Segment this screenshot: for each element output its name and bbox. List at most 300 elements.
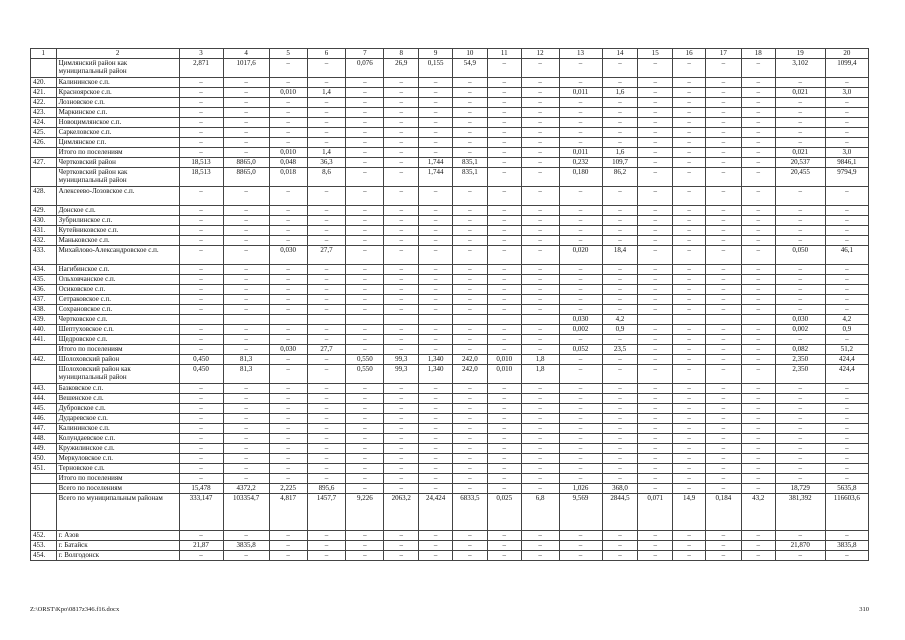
value-cell: – — [741, 148, 775, 158]
value-cell: – — [223, 384, 269, 394]
value-cell: 0,052 — [559, 345, 602, 355]
row-name-cell: Саркеловское с.п. — [56, 128, 179, 138]
value-cell: – — [223, 464, 269, 474]
value-cell: – — [419, 246, 453, 265]
value-cell: – — [521, 168, 559, 187]
row-name-cell: Сетраковское с.п. — [56, 295, 179, 305]
value-cell: – — [559, 295, 602, 305]
value-cell: 2,871 — [179, 59, 223, 78]
value-cell: – — [673, 335, 706, 345]
header-cell: 10 — [453, 49, 488, 59]
value-cell: 424,4 — [825, 365, 868, 384]
value-cell — [307, 315, 346, 325]
value-cell: – — [638, 246, 673, 265]
value-cell: 381,392 — [775, 494, 825, 531]
row-name-cell: Чертковское с.п. — [56, 315, 179, 325]
row-number-cell: 437. — [31, 295, 57, 305]
value-cell: – — [307, 531, 346, 541]
row-number-cell: 446. — [31, 414, 57, 424]
value-cell: – — [705, 187, 741, 206]
value-cell: – — [223, 295, 269, 305]
value-cell: – — [521, 464, 559, 474]
value-cell: – — [419, 226, 453, 236]
value-cell: – — [223, 138, 269, 148]
table-row — [31, 484, 869, 494]
value-cell: – — [419, 187, 453, 206]
value-cell: – — [453, 226, 488, 236]
value-cell: – — [453, 305, 488, 315]
value-cell: – — [453, 335, 488, 345]
value-cell: – — [487, 148, 521, 158]
value-cell: – — [673, 355, 706, 365]
value-cell: – — [269, 285, 307, 295]
value-cell: – — [825, 108, 868, 118]
value-cell: – — [419, 138, 453, 148]
value-cell: – — [602, 551, 638, 561]
value-cell: – — [825, 138, 868, 148]
value-cell: – — [346, 285, 384, 295]
value-cell: 0,184 — [705, 494, 741, 531]
value-cell: – — [419, 384, 453, 394]
value-cell: – — [269, 531, 307, 541]
value-cell: – — [419, 414, 453, 424]
value-cell: – — [673, 345, 706, 355]
table-row — [31, 168, 869, 187]
value-cell: 4,817 — [269, 494, 307, 531]
value-cell: – — [638, 148, 673, 158]
table-row — [31, 365, 869, 384]
value-cell: – — [346, 384, 384, 394]
value-cell: – — [346, 444, 384, 454]
value-cell: – — [419, 128, 453, 138]
value-cell: – — [559, 444, 602, 454]
value-cell: – — [179, 285, 223, 295]
value-cell: 23,5 — [602, 345, 638, 355]
value-cell: – — [269, 128, 307, 138]
value-cell: – — [602, 295, 638, 305]
value-cell: – — [705, 246, 741, 265]
value-cell: – — [705, 158, 741, 168]
row-name-cell: Шолоховский район — [56, 355, 179, 365]
value-cell: – — [419, 108, 453, 118]
row-number-cell: 430. — [31, 216, 57, 226]
value-cell: – — [705, 295, 741, 305]
row-name-cell: Всего по муниципальным районам — [56, 494, 179, 531]
value-cell: 0,082 — [775, 345, 825, 355]
value-cell: 1,4 — [307, 88, 346, 98]
value-cell: – — [223, 454, 269, 464]
value-cell: – — [487, 295, 521, 305]
value-cell: – — [705, 335, 741, 345]
table-row — [31, 148, 869, 158]
header-cell: 11 — [487, 49, 521, 59]
row-name-cell: Чертковский район — [56, 158, 179, 168]
value-cell: – — [179, 216, 223, 226]
value-cell: 9794,9 — [825, 168, 868, 187]
value-cell: 18,513 — [179, 158, 223, 168]
value-cell: 9,569 — [559, 494, 602, 531]
value-cell: 3835,8 — [223, 541, 269, 551]
value-cell: 1,026 — [559, 484, 602, 494]
value-cell: – — [179, 98, 223, 108]
value-cell: – — [223, 531, 269, 541]
value-cell: – — [384, 138, 419, 148]
value-cell: – — [705, 444, 741, 454]
table-row — [31, 404, 869, 414]
value-cell: – — [521, 434, 559, 444]
value-cell: 0,018 — [269, 168, 307, 187]
value-cell: – — [384, 148, 419, 158]
value-cell: – — [487, 335, 521, 345]
value-cell — [223, 315, 269, 325]
value-cell: – — [559, 531, 602, 541]
value-cell: – — [521, 98, 559, 108]
value-cell: – — [384, 265, 419, 275]
value-cell: – — [346, 484, 384, 494]
value-cell: – — [825, 434, 868, 444]
value-cell: – — [638, 424, 673, 434]
value-cell: – — [487, 474, 521, 484]
value-cell: 2063,2 — [384, 494, 419, 531]
value-cell: – — [705, 541, 741, 551]
header-cell: 20 — [825, 49, 868, 59]
table-row — [31, 206, 869, 216]
row-number-cell — [31, 365, 57, 384]
value-cell: – — [825, 424, 868, 434]
value-cell: – — [775, 404, 825, 414]
table-row — [31, 305, 869, 315]
value-cell: – — [638, 335, 673, 345]
value-cell: – — [179, 187, 223, 206]
value-cell: – — [346, 454, 384, 464]
value-cell: – — [269, 305, 307, 315]
value-cell: – — [673, 295, 706, 305]
value-cell: – — [269, 59, 307, 78]
value-cell: – — [419, 335, 453, 345]
value-cell: – — [487, 118, 521, 128]
value-cell: – — [179, 444, 223, 454]
value-cell: – — [602, 335, 638, 345]
value-cell: – — [638, 394, 673, 404]
value-cell: – — [453, 88, 488, 98]
value-cell: – — [521, 138, 559, 148]
value-cell: – — [346, 206, 384, 216]
value-cell: – — [453, 384, 488, 394]
value-cell: – — [673, 118, 706, 128]
value-cell: – — [638, 365, 673, 384]
value-cell: – — [521, 88, 559, 98]
value-cell: 3835,8 — [825, 541, 868, 551]
value-cell: – — [223, 226, 269, 236]
value-cell: – — [384, 541, 419, 551]
value-cell: – — [346, 541, 384, 551]
row-name-cell: Вешенское с.п. — [56, 394, 179, 404]
table-row — [31, 275, 869, 285]
row-name-cell: Дударевское с.п. — [56, 414, 179, 424]
value-cell: – — [487, 531, 521, 541]
value-cell: – — [419, 394, 453, 404]
value-cell: – — [673, 414, 706, 424]
value-cell: – — [419, 434, 453, 444]
value-cell: – — [602, 474, 638, 484]
value-cell: – — [521, 384, 559, 394]
value-cell: 8865,0 — [223, 168, 269, 187]
value-cell: – — [741, 541, 775, 551]
value-cell: – — [638, 355, 673, 365]
value-cell: – — [384, 236, 419, 246]
value-cell: – — [179, 335, 223, 345]
value-cell: – — [269, 78, 307, 88]
value-cell: – — [307, 236, 346, 246]
table-row — [31, 98, 869, 108]
value-cell: – — [453, 128, 488, 138]
value-cell: – — [638, 325, 673, 335]
value-cell: – — [384, 168, 419, 187]
value-cell: – — [705, 384, 741, 394]
value-cell: 14,9 — [673, 494, 706, 531]
value-cell: – — [673, 168, 706, 187]
value-cell: – — [741, 206, 775, 216]
value-cell: 1,340 — [419, 365, 453, 384]
value-cell: – — [307, 454, 346, 464]
value-cell: – — [179, 148, 223, 158]
value-cell: – — [307, 551, 346, 561]
value-cell: – — [269, 108, 307, 118]
value-cell: – — [705, 484, 741, 494]
value-cell: – — [602, 98, 638, 108]
value-cell: – — [453, 138, 488, 148]
value-cell: – — [673, 541, 706, 551]
value-cell: – — [269, 551, 307, 561]
table-row — [31, 394, 869, 404]
value-cell: – — [775, 444, 825, 454]
value-cell: – — [223, 88, 269, 98]
value-cell: – — [602, 285, 638, 295]
value-cell: 0,010 — [269, 148, 307, 158]
value-cell: 99,3 — [384, 355, 419, 365]
value-cell: 0,010 — [487, 355, 521, 365]
value-cell: – — [419, 464, 453, 474]
value-cell: – — [521, 128, 559, 138]
value-cell: – — [307, 434, 346, 444]
value-cell: 0,030 — [775, 315, 825, 325]
value-cell: 3,0 — [825, 148, 868, 158]
value-cell: – — [521, 59, 559, 78]
row-number-cell — [31, 474, 57, 484]
value-cell: 0,9 — [825, 325, 868, 335]
value-cell: 0,025 — [487, 494, 521, 531]
value-cell: – — [346, 474, 384, 484]
value-cell: – — [346, 305, 384, 315]
value-cell: – — [741, 444, 775, 454]
value-cell: – — [223, 216, 269, 226]
value-cell: – — [179, 384, 223, 394]
value-cell: – — [673, 59, 706, 78]
value-cell: 3,0 — [825, 88, 868, 98]
row-name-cell: Итого по поселениям — [56, 474, 179, 484]
value-cell: – — [487, 128, 521, 138]
value-cell: – — [453, 454, 488, 464]
value-cell: – — [521, 285, 559, 295]
value-cell: – — [346, 236, 384, 246]
value-cell: – — [487, 78, 521, 88]
value-cell: – — [602, 78, 638, 88]
value-cell: – — [741, 474, 775, 484]
value-cell: – — [775, 285, 825, 295]
value-cell: – — [775, 216, 825, 226]
table-row — [31, 315, 869, 325]
row-name-cell: Кружилинское с.п. — [56, 444, 179, 454]
value-cell: – — [487, 158, 521, 168]
value-cell: – — [602, 424, 638, 434]
row-name-cell: Алексеево-Лозовское с.п. — [56, 187, 179, 206]
value-cell: – — [453, 265, 488, 275]
row-number-cell: 441. — [31, 335, 57, 345]
value-cell: – — [559, 394, 602, 404]
value-cell: – — [638, 236, 673, 246]
value-cell: – — [741, 118, 775, 128]
value-cell: – — [487, 305, 521, 315]
value-cell: – — [223, 128, 269, 138]
table-body — [31, 59, 869, 561]
row-name-cell: Зубрилинское с.п. — [56, 216, 179, 226]
value-cell: – — [307, 187, 346, 206]
value-cell: – — [638, 551, 673, 561]
value-cell: – — [521, 78, 559, 88]
value-cell: 0,030 — [269, 345, 307, 355]
value-cell: – — [453, 275, 488, 285]
value-cell: – — [521, 295, 559, 305]
value-cell: – — [487, 434, 521, 444]
value-cell: – — [559, 424, 602, 434]
value-cell: – — [673, 216, 706, 226]
value-cell: – — [453, 236, 488, 246]
row-number-cell: 428. — [31, 187, 57, 206]
value-cell: – — [602, 187, 638, 206]
value-cell: – — [346, 325, 384, 335]
value-cell: – — [638, 531, 673, 541]
value-cell: – — [559, 206, 602, 216]
value-cell: – — [521, 531, 559, 541]
value-cell: – — [179, 78, 223, 88]
value-cell: – — [384, 394, 419, 404]
row-name-cell: Шептуховское с.п. — [56, 325, 179, 335]
value-cell: – — [307, 325, 346, 335]
value-cell: – — [307, 206, 346, 216]
value-cell: – — [705, 216, 741, 226]
value-cell: – — [453, 295, 488, 305]
value-cell: – — [741, 246, 775, 265]
value-cell: – — [775, 108, 825, 118]
value-cell: – — [223, 246, 269, 265]
table-row — [31, 158, 869, 168]
value-cell: – — [825, 206, 868, 216]
value-cell — [453, 315, 488, 325]
value-cell: – — [602, 226, 638, 236]
row-name-cell: Кутейниковское с.п. — [56, 226, 179, 236]
value-cell: – — [705, 345, 741, 355]
value-cell — [346, 315, 384, 325]
value-cell: – — [673, 305, 706, 315]
value-cell: – — [775, 384, 825, 394]
value-cell: – — [602, 434, 638, 444]
row-number-cell: 445. — [31, 404, 57, 414]
value-cell: – — [487, 414, 521, 424]
row-name-cell: Колундаевское с.п. — [56, 434, 179, 444]
row-number-cell: 454. — [31, 551, 57, 561]
value-cell: – — [775, 236, 825, 246]
value-cell: – — [384, 118, 419, 128]
value-cell: 3,102 — [775, 59, 825, 78]
value-cell: – — [705, 265, 741, 275]
value-cell: 2,350 — [775, 365, 825, 384]
value-cell: – — [223, 275, 269, 285]
value-cell: – — [346, 98, 384, 108]
value-cell — [673, 315, 706, 325]
value-cell — [269, 315, 307, 325]
header-cell: 13 — [559, 49, 602, 59]
row-number-cell: 429. — [31, 206, 57, 216]
value-cell: – — [638, 78, 673, 88]
value-cell: – — [223, 434, 269, 444]
value-cell: – — [825, 394, 868, 404]
row-number-cell: 447. — [31, 424, 57, 434]
row-number-cell: 449. — [31, 444, 57, 454]
value-cell: – — [825, 78, 868, 88]
value-cell: – — [741, 424, 775, 434]
value-cell: – — [559, 355, 602, 365]
value-cell: – — [741, 236, 775, 246]
value-cell: – — [559, 59, 602, 78]
value-cell: – — [223, 148, 269, 158]
table-row — [31, 216, 869, 226]
value-cell: – — [179, 394, 223, 404]
value-cell: – — [741, 404, 775, 414]
value-cell: – — [559, 236, 602, 246]
value-cell: – — [705, 551, 741, 561]
value-cell: – — [307, 265, 346, 275]
row-number-cell: 423. — [31, 108, 57, 118]
value-cell: – — [384, 335, 419, 345]
value-cell: – — [269, 454, 307, 464]
value-cell: – — [223, 335, 269, 345]
value-cell: – — [673, 484, 706, 494]
value-cell: – — [419, 148, 453, 158]
table-row — [31, 236, 869, 246]
value-cell: – — [673, 424, 706, 434]
value-cell: – — [741, 128, 775, 138]
value-cell: 1,6 — [602, 88, 638, 98]
value-cell: 0,450 — [179, 365, 223, 384]
value-cell: 86,2 — [602, 168, 638, 187]
value-cell: – — [705, 434, 741, 444]
value-cell: – — [741, 454, 775, 464]
header-cell: 12 — [521, 49, 559, 59]
value-cell: – — [638, 444, 673, 454]
value-cell: – — [741, 216, 775, 226]
value-cell: – — [346, 216, 384, 226]
value-cell: – — [487, 226, 521, 236]
value-cell: – — [346, 78, 384, 88]
value-cell: – — [307, 335, 346, 345]
table-row — [31, 531, 869, 541]
value-cell: – — [638, 295, 673, 305]
value-cell: – — [521, 187, 559, 206]
value-cell: – — [705, 325, 741, 335]
value-cell: – — [307, 414, 346, 424]
value-cell: – — [741, 355, 775, 365]
value-cell: 21,870 — [775, 541, 825, 551]
